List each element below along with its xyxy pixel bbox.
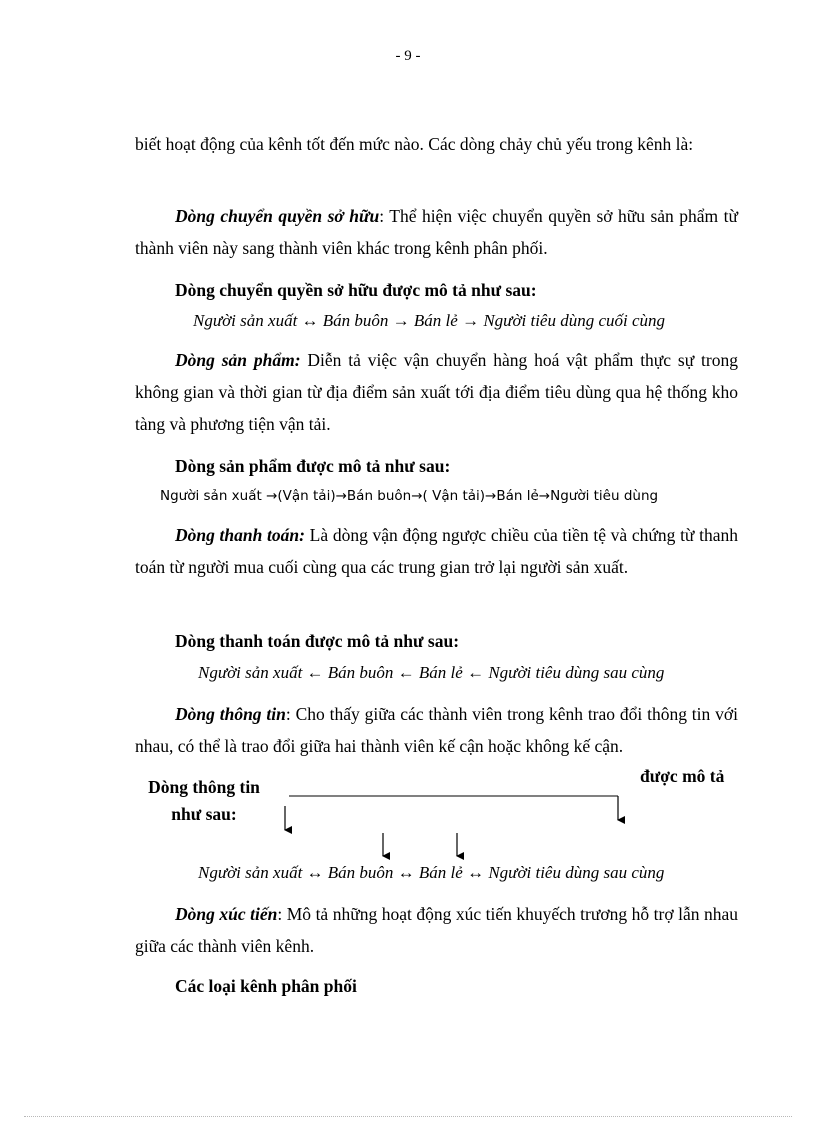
information-flow: Người sản xuất ↔ Bán buôn ↔ Bán lẻ ↔ Người tiêu dùng sau cùng [198,863,665,882]
payment-text: Là dòng vận động ngược chiều của tiền tệ và chứng từ thanh toán từ người mua cuối cùng qua các trung gian trở lại người sản xuất. [135,525,738,577]
product-subhead: Dòng sản phẩm được mô tả như sau: [175,456,451,476]
channel-types-heading: Các loại kênh phân phối [175,976,357,996]
ownership-term: Dòng chuyển quyền sở hữu [175,206,380,226]
information-text: : Cho thấy giữa các thành viên trong kênh trao đổi thông tin với nhau, có thể là trao đổi giữa hai thành viên kế cận hoặc không kế cận. [135,704,738,756]
footer-divider [24,1116,792,1117]
payment-paragraph [135,519,738,583]
ownership-paragraph [135,200,738,264]
payment-subhead: Dòng thanh toán được mô tả như sau: [175,631,460,651]
information-term: Dòng thông tin [175,704,286,724]
information-label-left: Dòng thông tin như sau: [148,777,260,824]
product-text: Diễn tả việc vận chuyển hàng hoá vật phẩm thực sự trong không gian và thời gian từ địa điểm sản xuất tới địa điểm tiêu dùng qua hệ thống kho tàng và phương tiện vận tải. [135,350,738,434]
ownership-subhead: Dòng chuyển quyền sở hữu được mô tả như sau: [175,280,537,300]
ownership-text: : Thể hiện việc chuyển quyền sở hữu sản phẩm từ thành viên này sang thành viên khác trong kênh phân phối. [135,206,738,258]
payment-term: Dòng thanh toán: [175,525,305,545]
payment-flow: Người sản xuất ← Bán buôn ← Bán lẻ ← Người tiêu dùng sau cùng [198,663,665,682]
information-label-right: được mô tả [640,766,725,786]
promotion-term: Dòng xúc tiến [175,904,278,924]
page-number: - 9 - [395,48,421,64]
information-paragraph [135,698,738,762]
promotion-paragraph [135,898,738,962]
product-paragraph [135,344,738,440]
ownership-flow: Người sản xuất ↔ Bán buôn → Bán lẻ → Người tiêu dùng cuối cùng [193,311,666,330]
product-term: Dòng sản phẩm: [175,350,301,370]
intro-paragraph: biết hoạt động của kênh tốt đến mức nào. Các dòng chảy chủ yếu trong kênh là: [135,134,694,154]
promotion-text: : Mô tả những hoạt động xúc tiến khuyếch trương hỗ trợ lẫn nhau giữa các thành viên kênh. [135,904,738,956]
product-flow: Người sản xuất →(Vận tải)→Bán buôn→( Vận tải)→Bán lẻ→Người tiêu dùng [160,488,659,504]
